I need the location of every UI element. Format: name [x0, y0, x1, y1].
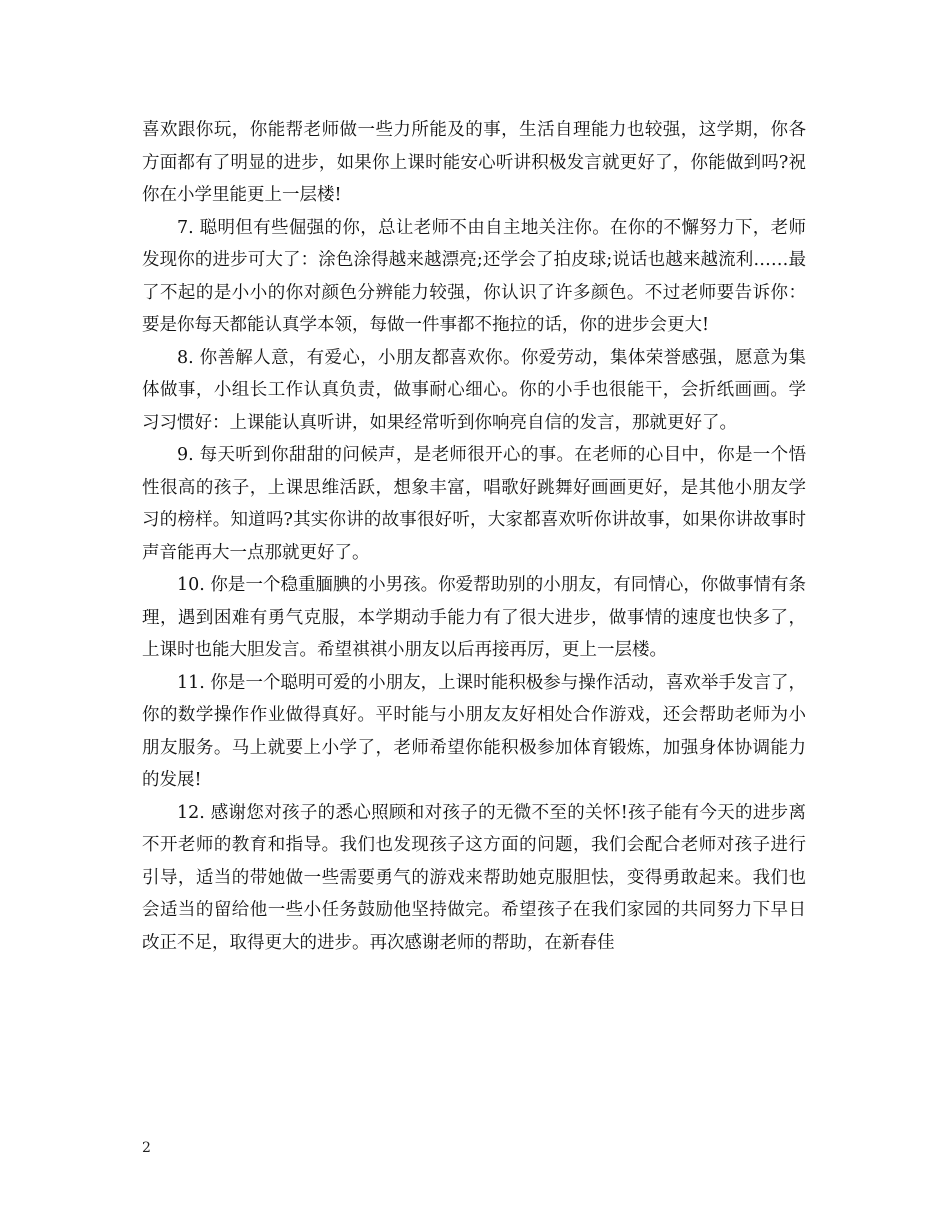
- paragraph-9: 9. 每天听到你甜甜的问候声，是老师很开心的事。在老师的心目中，你是一个悟性很高的孩子，上课思维活跃，想象丰富，唱歌好跳舞好画画更好，是其他小朋友学习的榜样。知道吗?其实你讲的故事很好听，大家都喜欢听你讲故事，如果你讲故事时声音能再大一点那就更好了。: [142, 445, 806, 563]
- paragraph-12: 12. 感谢您对孩子的悉心照顾和对孩子的无微不至的关怀!孩子能有今天的进步离不开老师的教育和指导。我们也发现孩子这方面的问题，我们会配合老师对孩子进行引导，适当的带她做一些需要勇气的游戏来帮助她克服胆怯，变得勇敢起来。我们也会适当的留给他一些小任务鼓励他坚持做完。希望孩子在我们家园的共同努力下早日改正不足，取得更大的进步。再次感谢老师的帮助，在新春佳: [142, 802, 806, 953]
- paragraph-11: 11. 你是一个聪明可爱的小朋友，上课时能积极参与操作活动，喜欢举手发言了，你的数学操作作业做得真好。平时能与小朋友友好相处合作游戏，还会帮助老师为小朋友服务。马上就要上小学了，老师希望你能积极参加体育锻炼，加强身体协调能力的发展!: [142, 672, 806, 790]
- paragraph-10: 10. 你是一个稳重腼腆的小男孩。你爱帮助别的小朋友，有同情心，你做事情有条理，遇到困难有勇气克服，本学期动手能力有了很大进步，做事情的速度也快多了，上课时也能大胆发言。希望祺祺小朋友以后再接再厉，更上一层楼。: [142, 575, 806, 660]
- paragraph-7: 7. 聪明但有些倔强的你，总让老师不由自主地关注你。在你的不懈努力下，老师发现你的进步可大了：涂色涂得越来越漂亮;还学会了拍皮球;说话也越来越流利……最了不起的是小小的你对颜色分辨能力较强，你认识了许多颜色。不过老师要告诉你：要是你每天都能认真学本领，每做一件事都不拖拉的话，你的进步会更大!: [142, 217, 806, 335]
- paragraph-8: 8. 你善解人意，有爱心，小朋友都喜欢你。你爱劳动，集体荣誉感强，愿意为集体做事，小组长工作认真负责，做事耐心细心。你的小手也很能干，会折纸画画。学习习惯好：上课能认真听讲，如果经常听到你响亮自信的发言，那就更好了。: [142, 347, 806, 433]
- paragraph-continued: 喜欢跟你玩，你能帮老师做一些力所能及的事，生活自理能力也较强，这学期，你各方面都有了明显的进步，如果你上课时能安心听讲积极发言就更好了，你能做到吗?祝你在小学里能更上一层楼!: [142, 120, 806, 205]
- page-number: 2: [142, 1140, 151, 1156]
- document-body: [142, 114, 806, 959]
